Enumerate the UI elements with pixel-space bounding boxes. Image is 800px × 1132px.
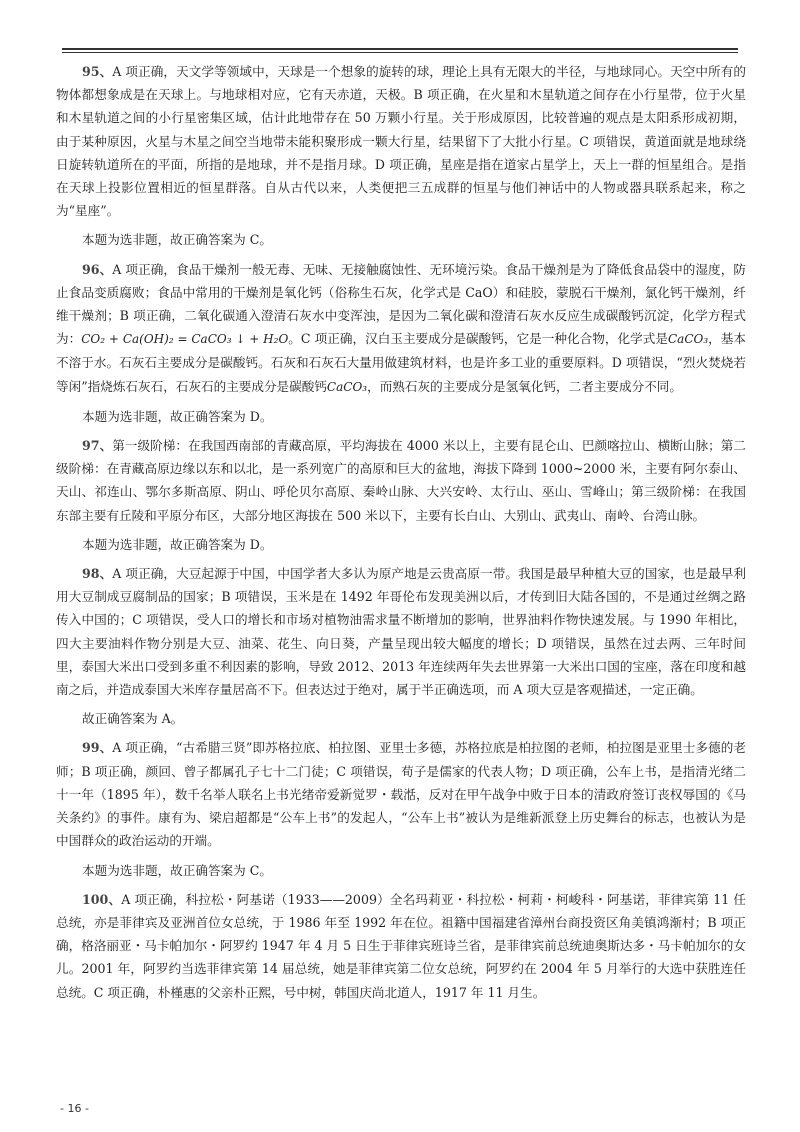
answer-summary-99: 本题为选非题，故正确答案为 C。	[82, 862, 272, 878]
answer-text: A 项正确，天文学等领域中，天球是一个想象的旋转的球，理论上具有无限大的半径，与地球同心。天空中所有的物体都想象成是在天球上。与地球相对应，它有天赤道，天极。B 项正确，在火星和木星轨道之间存在小行星带，位于火星和木星轨道之间的小行星密集区域，估计此地带存在 50 万颗小行星。关于形成原因，比较普遍的观点是太阳系形成初期，由于某种原因，火星与木星之间空当地带未能积聚形成一颗大行星，结果留下了大批小行星。C 项错误，黄道面就是地球绕日旋转轨道所在的平面，所指的是地球，并不是指月球。D 项正确，星座是指在道家占星学上，天上一群的恒星组合。是指在天球上投影位置相近的恒星群落。自从古代以来，人类便把三五成群的恒星与他们神话中的人物或器具联系起来，称之为“星座”。	[56, 64, 746, 219]
answer-96	[56, 258, 746, 399]
question-number: 97、	[82, 438, 113, 454]
answer-98	[56, 562, 746, 701]
answer-99	[56, 736, 746, 852]
header-rule-thick	[62, 48, 738, 50]
answer-text: 。C 项正确，汉白玉主要成分是碳酸钙，它是一种化合物，化学式是	[288, 331, 668, 347]
answer-95	[56, 60, 746, 222]
answer-text: ，而熟石灰的主要成分是氢氧化钙，二者主要成分不同。	[367, 378, 682, 394]
header-rule-thin	[62, 52, 738, 53]
answer-text: A 项正确，食品干燥剂一般无毒、无味、无接触腐蚀性、无环境污染。食品干燥剂是为了降低食品袋中的湿度，防止食品变质腐败；食品中常用的干燥剂是氧化钙（俗称生石灰，化学式是 CaO）和硅胶，蒙脱石干燥剂，氯化钙干燥剂，纤维干燥剂；B 项正确，二氧化碳通入澄清石灰水中变浑浊，是因为二氧化碳和澄清石灰水反应生成碳酸钙沉淀，化学方程式为：	[56, 261, 746, 347]
chemical-equation: CO₂ + Ca(OH)₂ = CaCO₃ ↓ + H₂O	[81, 332, 289, 347]
question-number: 95、	[82, 64, 113, 79]
answer-summary-98: 故正确答案为 A。	[82, 711, 184, 727]
answer-summary-95: 本题为选非题，故正确答案为 C。	[82, 232, 272, 248]
answer-100	[56, 888, 746, 1004]
answer-text: A 项正确，科拉松・阿基诺（1933——2009）全名玛莉亚・科拉松・柯莉・柯峻科・阿基诺，菲律宾第 11 任总统，亦是菲律宾及亚洲首位女总统，于 1986 年至 1992 年在位。祖籍中国福建省漳州台商投资区角美镇鸿渐村；B 项正确，格洛丽亚・马卡帕加尔・阿罗约 1947 年 4 月 5 日生于菲律宾班诗兰省，是菲律宾前总统迪奥斯达多・马卡帕加尔的女儿。2001 年，阿罗约当选菲律宾第 14 届总统，她是菲律宾第二位女总统，阿罗约在 2004 年 5 月举行的大选中获胜连任总统。C 项正确，朴槿惠的父亲朴正熙，号中树，韩国庆尚北道人，1917 年 11 月生。	[56, 891, 746, 1000]
page-content	[56, 60, 746, 1010]
question-number: 100、	[82, 891, 122, 907]
answer-text: ，基本不溶于水。石灰石主要成分是碳酸钙。石灰和石灰石大量用做建筑材料，也是许多工业的重要原料。D 项错误，“烈火焚烧若等闲”指烧炼石灰石，石灰石的主要成分是碳酸钙	[56, 331, 747, 394]
question-number: 99、	[82, 740, 113, 756]
page-number: - 16 -	[60, 1102, 89, 1115]
question-number: 98、	[82, 566, 113, 582]
answer-text: 第一级阶梯：在我国西南部的青藏高原，平均海拔在 4000 米以上，主要有昆仑山、巴颜喀拉山、横断山脉；第二级阶梯：在青藏高原边缘以东和以北，是一系列宽广的高原和巨大的盆地，海拔下降到 1000~2000 米，主要有阿尔泰山、天山、祁连山、鄂尔多斯高原、阴山、呼伦贝尔高原、秦岭山脉、大兴安岭、太行山、巫山、雪峰山；第三级阶梯：在我国东部主要有丘陵和平原分布区，大部分地区海拔在 500 米以下，主要有长白山、大别山、武夷山、南岭、台湾山脉。	[56, 438, 746, 523]
answer-text: A 项正确，大豆起源于中国，中国学者大多认为原产地是云贵高原一带。我国是最早种植大豆的国家，也是最早利用大豆制成豆腐制品的国家；B 项错误，玉米是在 1492 年哥伦布发现美洲以后，才传到旧大陆各国的，不是通过丝绸之路传入中国的；C 项错误，受人口的增长和市场对植物油需求量不断增加的影响，世界油料作物快速发展。与 1990 年相比，四大主要油料作物分别是大豆、油菜、花生、向日葵，产量呈现出较大幅度的增长；D 项错误，虽然在过去两、三年时间里，泰国大米出口受到多重不利因素的影响，导致 2012、2013 年连续两年失去世界第一大米出口国的宝座，落在印度和越南之后，并造成泰国大米库存量居高不下。但表达过于绝对，属于半正确选项，而 A 项大豆是客观描述，一定正确。	[56, 566, 746, 698]
chemical-formula: CaCO₃	[667, 332, 709, 347]
answer-summary-96: 本题为选非题，故正确答案为 D。	[82, 408, 273, 424]
chemical-formula: CaCO₃	[326, 379, 368, 394]
answer-summary-97: 本题为选非题，故正确答案为 D。	[82, 536, 273, 552]
answer-text: A 项正确，“古希腊三贤”即苏格拉底、柏拉图、亚里士多德，苏格拉底是柏拉图的老师，柏拉图是亚里士多德的老师；B 项正确，颜回、曾子都属孔子七十二门徒；C 项错误，荀子是儒家的代表人物；D 项正确，公车上书，是指清光绪二十一年（1895 年），数千名举人联名上书光绪帝爱新觉罗・载湉，反对在甲午战争中败于日本的清政府签订丧权辱国的《马关条约》的事件。康有为、梁启超都是“公车上书”的发起人，“公车上书”被认为是维新派登上历史舞台的标志，也被认为是中国群众的政治运动的开端。	[56, 740, 746, 849]
answer-97	[56, 434, 746, 527]
question-number: 96、	[82, 261, 113, 277]
